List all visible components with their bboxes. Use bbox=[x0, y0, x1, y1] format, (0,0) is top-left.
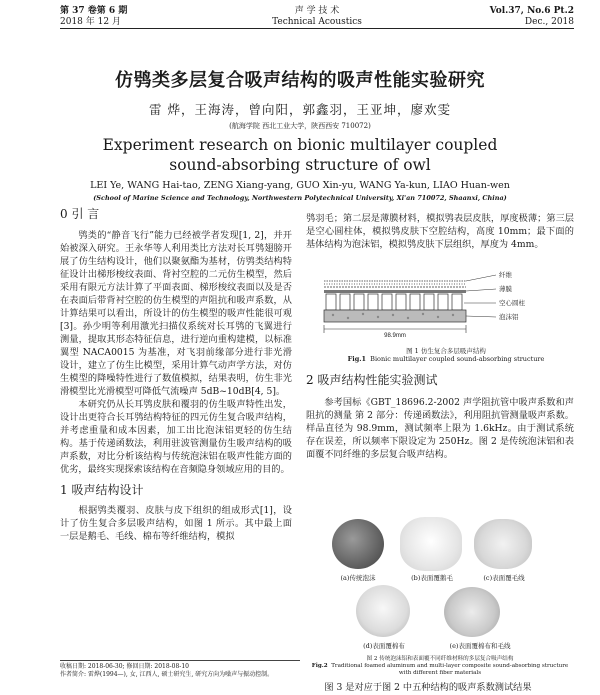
running-header bbox=[60, 6, 574, 29]
right-paragraph-1: 鸮羽毛；第二层是薄膜材料，模拟鸮表层皮肤，厚度极薄；第三层是空心圆柱体，模拟鸮皮肤下空腔结构，高度 10mm；最下面的基体结构为泡沫铝，模拟鸮皮肤下层组织，厚度为 4mm。 bbox=[306, 213, 574, 250]
affiliation-en: (School of Marine Science and Technology, Northwestern Polytechnical University, Xi'an 710072, Shaanxi, China) bbox=[93, 194, 507, 202]
authors-cn: 雷 烨，王海涛，曾向阳，郭鑫羽，王亚坤，廖欢雯 bbox=[149, 102, 451, 117]
photo-cotton-and-wool bbox=[444, 587, 500, 637]
figure-1-caption-en-label: Fig.1 bbox=[347, 355, 367, 363]
figure-1-caption-cn: 图 1 仿生复合多层吸声结构 bbox=[406, 347, 486, 355]
photo-goose-feather bbox=[400, 517, 462, 571]
title-en-line1: Experiment research on bionic multilayer coupled bbox=[102, 136, 498, 154]
header-volume-cn: 第 37 卷第 6 期 bbox=[60, 6, 128, 16]
figure-1-caption bbox=[336, 347, 556, 363]
footnote-author-info: 作者简介: 雷烨(1994—), 女, 江西人, 硕士研究生, 研究方向为噪声与振动控制。 bbox=[60, 671, 274, 678]
header-journal-cn: 声 学 技 术 bbox=[294, 6, 340, 16]
figure-2-caption bbox=[306, 656, 574, 677]
section-2-paragraph: 参考国标《GBT_18696.2-2002 声学阻抗管中吸声系数和声阻抗的测量 第 2 部分：传递函数法》，利用阻抗管测量吸声系数。样品直径为 98.9mm，测试频率上限为 1.6kHz。由于测试系统存在误差，所以频率下限设定为 250Hz。图 2 是传统泡沫铝和表面覆不同纤维的多层复合吸声结构。 bbox=[306, 397, 574, 460]
film-layer bbox=[324, 290, 466, 293]
section-1-heading: 1 吸声结构设计 bbox=[60, 483, 144, 497]
title-cn: 仿鸮类多层复合吸声结构的吸声性能实验研究 bbox=[115, 70, 485, 91]
fiber-layer bbox=[324, 281, 466, 287]
figure-2-caption-en-text: Traditional foamed aluminum and multi-layer composite sound-absorbing structure with different fiber materials bbox=[331, 663, 569, 676]
intro-paragraph-2: 本研究仍从长耳鸮皮肤和覆羽的仿生吸声特性出发，设计出更符合长耳鸮结构特征的四元仿生复合吸声结构，并考虑重量和成本因素，加工出比泡沫铝更轻的仿生结构。基于传递函数法，利用驻波管测量仿生吸声结构的吸声系数，对比分析该结构与传统泡沫铝在吸声性能方面的优劣，最终实现探索该结构在音频隐身领域应用的目的。 bbox=[60, 399, 292, 475]
label-fiber: 纤维 bbox=[499, 271, 512, 279]
affiliation-cn: (航海学院 西北工业大学，陕西西安 710072) bbox=[229, 122, 371, 130]
label-foam-aluminum: 泡沫铝 bbox=[499, 313, 519, 321]
photo-traditional-foam bbox=[332, 519, 384, 569]
header-right bbox=[490, 6, 574, 28]
label-hollow-cylinder: 空心圆柱 bbox=[499, 299, 525, 307]
figure-2e-label: (e)表面覆棉布和毛线 bbox=[449, 642, 511, 650]
title-en-line2: sound-absorbing structure of owl bbox=[169, 156, 431, 174]
footnote-received: 收稿日期: 2018-06-30; 修回日期: 2018-08-10 bbox=[60, 663, 189, 670]
hollow-cylinder-layer bbox=[326, 294, 462, 310]
figure-2b-label: (b)表面覆鹅毛 bbox=[411, 574, 453, 582]
dimension-line bbox=[324, 325, 466, 333]
left-column bbox=[60, 208, 292, 543]
figure-2 bbox=[326, 517, 536, 657]
section-2-heading: 2 吸声结构性能实验测试 bbox=[306, 373, 438, 387]
section-2-paragraph-2: 图 3 是对应于图 2 中五种结构的吸声系数测试结果 bbox=[324, 682, 532, 693]
figure-2-caption-cn: 图 2 传统泡沫铝和表面覆不同纤维材料的多层复合吸声结构 bbox=[366, 656, 514, 662]
foam-aluminum-layer bbox=[324, 310, 466, 322]
figure-1-caption-en bbox=[336, 355, 556, 363]
figure-2-caption-en-label: Fig.2 bbox=[311, 663, 328, 669]
authors-en: LEI Ye, WANG Hai-tao, ZENG Xiang-yang, GUO Xin-yu, WANG Ya-kun, LIAO Huan-wen bbox=[90, 180, 510, 191]
figure-1-caption-en-text: Bionic multilayer coupled sound-absorbing structure bbox=[370, 355, 545, 363]
header-volume-en: Vol.37, No.6 Pt.2 bbox=[489, 6, 574, 16]
intro-paragraph-1: 鸮类的“静音飞行”能力已经被学者发现[1, 2]，并开始被深入研究。王永华等人利用类比方法对长耳鸮翅膀开展了仿生结构设计，他们以聚氨酯为基材，仿鸮类结构特征设计出梯形梭纹表面、背衬空腔的二元仿生模型，然后采用有限元方法计算了平面表面、梯形梭纹表面以及是否在表面后带背衬空腔的仿生模型的声阻抗和吸声系数，从计算结果可以看出，所设计的仿生模型的吸声性能很可观[3]。孙少明等利用激光扫描仪系统对长耳鸮的飞翼进行测量，提取其形态特征信息，进行逆向重构建模，以标准翼型 NACA0015 为基准，对飞羽前缘部分进行非光滑设计，建立了仿生比模型，采用计算气动声学方法，对仿生模型的降噪特性进行了数值模拟，结果表明，仿生非光滑模型比光滑模型可降低气流噪声 5dB~10dB[4, 5]。 bbox=[60, 230, 292, 397]
figure-2-caption-en bbox=[306, 663, 574, 677]
footnote bbox=[60, 660, 300, 679]
figure-2d-label: (d)表面覆棉布 bbox=[363, 642, 405, 650]
section-0-heading: 0 引 言 bbox=[60, 207, 100, 221]
right-column-section-2 bbox=[306, 374, 574, 461]
header-date-cn: 2018 年 12 月 bbox=[60, 17, 121, 27]
title-en bbox=[0, 135, 600, 175]
photo-cotton-cloth bbox=[356, 585, 410, 637]
figure-2c-label: (c)表面覆毛线 bbox=[483, 574, 525, 582]
figure-2a-label: (a)传统泡沫 bbox=[340, 574, 376, 582]
label-film: 薄膜 bbox=[499, 285, 512, 293]
photo-wool-yarn bbox=[474, 519, 532, 569]
right-column-bottom bbox=[306, 681, 574, 695]
header-journal-en: Technical Acoustics bbox=[272, 17, 362, 27]
figure-1-diagram bbox=[318, 267, 566, 347]
right-column-top bbox=[306, 212, 574, 251]
header-date-en: Dec., 2018 bbox=[524, 17, 574, 27]
dimension-label: 98.9mm bbox=[384, 333, 406, 339]
section-1-paragraph: 根据鸮类覆羽、皮肤与皮下组织的组成形式[1]，设计了仿生复合多层吸声结构，如图 1 所示。其中最上面一层是鹅毛、毛线、棉布等纤维结构，模拟 bbox=[60, 505, 292, 542]
figure-1 bbox=[318, 267, 566, 347]
